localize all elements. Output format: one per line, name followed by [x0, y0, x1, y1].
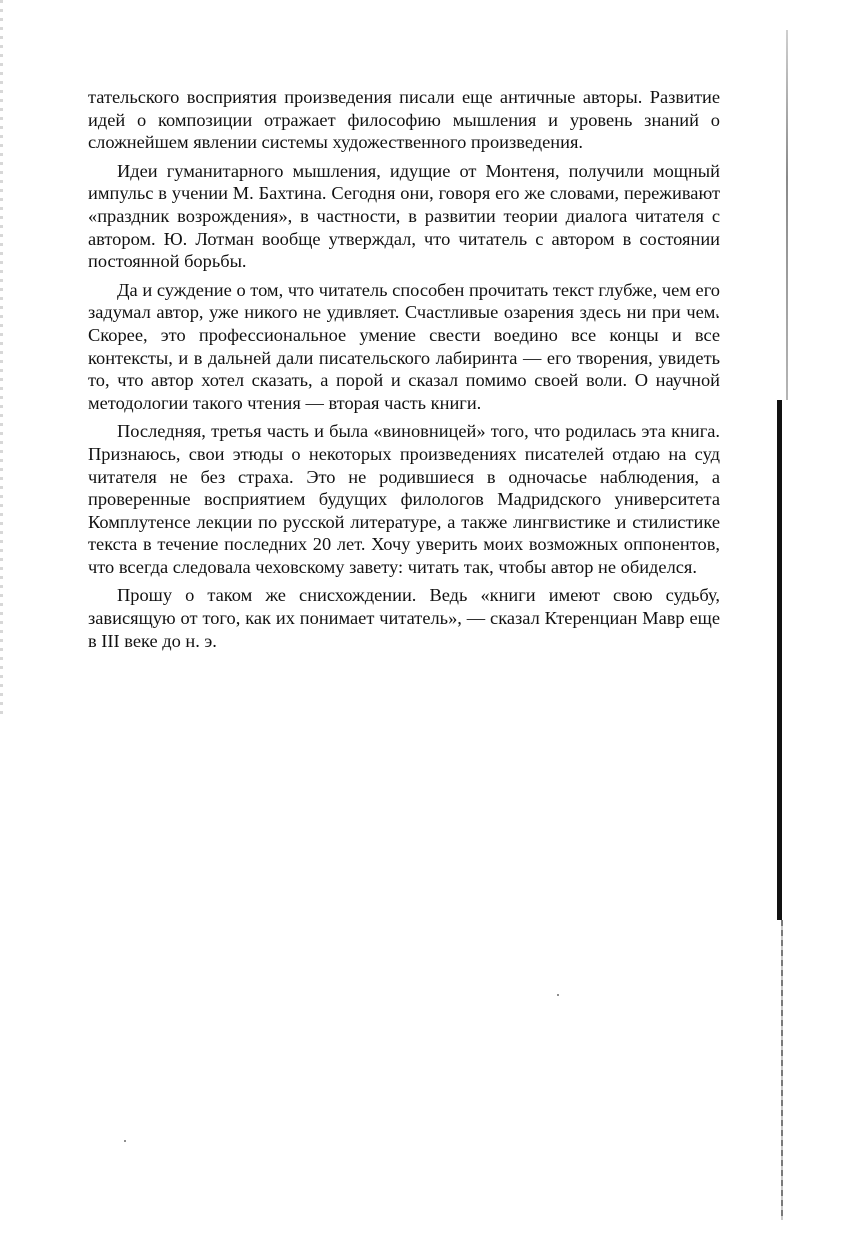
scan-speck	[124, 1140, 126, 1142]
scan-edge-right-lower	[781, 920, 783, 1220]
paragraph-3: Да и суждение о том, что читатель способен прочитать текст глубже, чем его задумал автор, уже никого не удивляет. Счастливые озарения здесь ни при чем. Скорее, это профессиональное умение свести воедино все концы и все контексты, и в дальней дали писательского лабиринта — его творения, увидеть то, что автор хотел сказать, а порой и сказал помимо своей воли. О научной методологии такого чтения — вторая часть книги.	[88, 279, 720, 413]
scan-speck	[557, 994, 559, 996]
scan-edge-right-upper	[786, 30, 788, 400]
paragraph-1: тательского восприятия произведения писали еще античные авторы. Развитие идей о композиции отражает философию мышления и уровень знаний о сложнейшем явлении системы художественного произведения.	[88, 87, 720, 153]
scan-edge-right-shadow	[777, 400, 782, 920]
paragraph-4: Последняя, третья часть и была «виновницей» того, что родилась эта книга. Признаюсь, свои этюды о некоторых произведениях писателей отдаю на суд читателя не без страха. Это не родившиеся в одночасье наблюдения, а проверенные восприятием будущих филологов Мадридского университета Комплутенсе лекции по русской литературе, а также лингвистике и стилистике текста в течение последних 20 лет. Хочу уверить моих возможных оппонентов, что всегда следовала чеховскому завету: читать так, чтобы автор не обиделся.	[88, 421, 720, 577]
body-text	[88, 86, 720, 658]
scan-edge-left	[0, 0, 3, 720]
paragraph-5: Прошу о таком же снисхождении. Ведь «книги имеют свою судьбу, зависящую от того, как их понимает читатель», — сказал Ктеренциан Мавр еще в III веке до н. э.	[88, 585, 720, 651]
paragraph-2: Идеи гуманитарного мышления, идущие от Монтеня, получили мощный импульс в учении М. Бахтина. Сегодня они, говоря его же словами, переживают «праздник возрождения», в частности, в развитии теории диалога читателя с автором. Ю. Лотман вообще утверждал, что читатель с автором в состоянии постоянной борьбы.	[88, 160, 720, 272]
